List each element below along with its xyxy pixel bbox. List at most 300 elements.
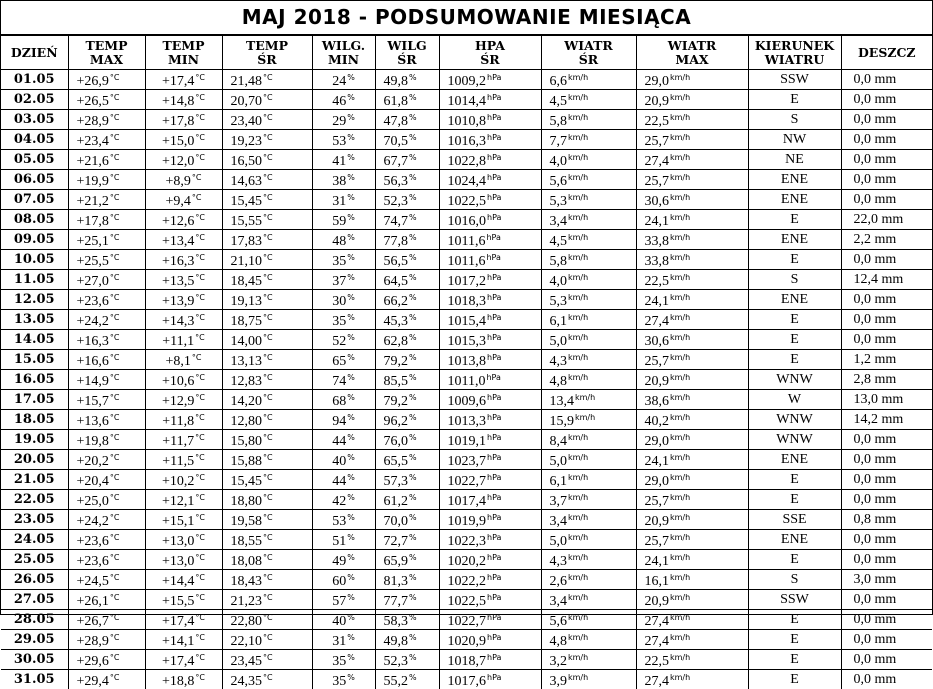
unit-label: °C xyxy=(195,393,205,402)
unit-label: km/h xyxy=(575,393,595,402)
cell-value: 1009,2 xyxy=(448,74,487,89)
unit-label: % xyxy=(347,373,355,382)
cell-value: 09.05 xyxy=(14,232,55,247)
unit-label: °C xyxy=(110,673,120,682)
table-cell xyxy=(312,390,375,410)
cell-value: 24,1 xyxy=(645,214,670,229)
cell-value: 13,0 mm xyxy=(854,392,904,407)
table-cell xyxy=(1,470,68,490)
cell-value: SSW xyxy=(780,592,809,607)
cell-value: 1022,5 xyxy=(448,194,487,209)
cell-value: +16,3 xyxy=(162,254,194,269)
unit-label: km/h xyxy=(568,513,588,522)
cell-value: 1020,9 xyxy=(448,634,487,649)
cell-value: +26,5 xyxy=(77,94,109,109)
cell-value: 33,8 xyxy=(645,234,670,249)
cell-value: 4,8 xyxy=(550,634,568,649)
table-cell xyxy=(636,450,748,470)
table-cell xyxy=(541,610,636,630)
unit-label: % xyxy=(347,293,355,302)
cell-value: 31 xyxy=(332,634,346,649)
cell-value: W xyxy=(788,392,801,407)
unit-label: hPa xyxy=(487,433,501,442)
unit-label: km/h xyxy=(568,113,588,122)
table-cell xyxy=(312,630,375,650)
unit-label: km/h xyxy=(568,133,588,142)
cell-value: 1013,3 xyxy=(448,414,487,429)
table-cell xyxy=(748,470,841,490)
cell-value: 79,2 xyxy=(384,394,409,409)
unit-label: hPa xyxy=(487,453,501,462)
table-cell xyxy=(312,270,375,290)
table-cell xyxy=(748,310,841,330)
cell-value: WNW xyxy=(776,432,813,447)
unit-label: °C xyxy=(263,353,273,362)
cell-value: 49 xyxy=(332,554,346,569)
cell-value: 10.05 xyxy=(14,252,55,267)
unit-label: km/h xyxy=(670,613,690,622)
unit-label: °C xyxy=(110,413,120,422)
unit-label: °C xyxy=(263,593,273,602)
unit-label: % xyxy=(409,353,417,362)
table-row xyxy=(1,210,932,230)
table-cell xyxy=(439,670,541,689)
table-cell xyxy=(636,610,748,630)
table-cell xyxy=(222,250,312,270)
table-row xyxy=(1,610,932,630)
cell-value: +16,3 xyxy=(77,334,109,349)
cell-value: 21.05 xyxy=(14,472,55,487)
table-cell xyxy=(1,190,68,210)
unit-label: hPa xyxy=(487,113,501,122)
unit-label: hPa xyxy=(487,473,501,482)
unit-label: % xyxy=(409,553,417,562)
column-header-line: TEMP xyxy=(146,39,222,53)
cell-value: E xyxy=(790,92,799,107)
table-cell xyxy=(841,450,932,470)
cell-value: 5,6 xyxy=(550,614,568,629)
cell-value: SSE xyxy=(782,512,806,527)
table-cell xyxy=(145,350,222,370)
table-cell xyxy=(841,290,932,310)
cell-value: 14.05 xyxy=(14,332,55,347)
cell-value: 1019,9 xyxy=(448,514,487,529)
table-cell xyxy=(375,150,439,170)
unit-label: km/h xyxy=(568,453,588,462)
table-cell xyxy=(68,250,145,270)
cell-value: +23,4 xyxy=(77,134,109,149)
table-cell xyxy=(748,210,841,230)
table-cell xyxy=(222,410,312,430)
cell-value: +24,5 xyxy=(77,574,109,589)
cell-value: 65,5 xyxy=(384,454,409,469)
cell-value: 35 xyxy=(332,314,346,329)
unit-label: °C xyxy=(195,473,205,482)
unit-label: % xyxy=(409,133,417,142)
table-cell xyxy=(145,230,222,250)
cell-value: 1015,3 xyxy=(448,334,487,349)
cell-value: 0,0 mm xyxy=(854,172,897,187)
cell-value: 0,0 mm xyxy=(854,592,897,607)
unit-label: hPa xyxy=(487,573,501,582)
cell-value: 1018,3 xyxy=(448,294,487,309)
cell-value: +12,0 xyxy=(162,154,194,169)
unit-label: °C xyxy=(195,533,205,542)
column-header-line: WILG xyxy=(376,39,439,53)
table-cell xyxy=(68,290,145,310)
table-cell xyxy=(145,210,222,230)
unit-label: km/h xyxy=(670,353,690,362)
cell-value: +9,4 xyxy=(166,194,191,209)
table-cell xyxy=(222,310,312,330)
unit-label: % xyxy=(347,213,355,222)
unit-label: % xyxy=(409,413,417,422)
cell-value: 24,1 xyxy=(645,554,670,569)
table-cell xyxy=(841,550,932,570)
table-cell xyxy=(439,490,541,510)
cell-value: SSW xyxy=(780,72,809,87)
unit-label: °C xyxy=(195,433,205,442)
cell-value: 27,4 xyxy=(645,634,670,649)
table-cell xyxy=(375,550,439,570)
table-cell xyxy=(68,570,145,590)
cell-value: 15,80 xyxy=(231,434,263,449)
table-cell xyxy=(439,230,541,250)
table-row xyxy=(1,650,932,670)
cell-value: 11.05 xyxy=(14,272,55,287)
table-cell xyxy=(222,490,312,510)
table-cell xyxy=(439,550,541,570)
unit-label: °C xyxy=(195,93,205,102)
cell-value: +12,6 xyxy=(162,214,194,229)
unit-label: °C xyxy=(195,553,205,562)
unit-label: % xyxy=(347,113,355,122)
unit-label: °C xyxy=(110,153,120,162)
unit-label: °C xyxy=(110,173,120,182)
table-row xyxy=(1,670,932,689)
table-cell xyxy=(541,170,636,190)
unit-label: km/h xyxy=(670,133,690,142)
unit-label: km/h xyxy=(568,653,588,662)
cell-value: 24 xyxy=(332,74,346,89)
table-cell xyxy=(375,70,439,90)
cell-value: 61,2 xyxy=(384,494,409,509)
table-cell xyxy=(222,390,312,410)
table-cell xyxy=(1,650,68,670)
column-header-line: TEMP xyxy=(223,39,312,53)
cell-value: 25,7 xyxy=(645,534,670,549)
unit-label: °C xyxy=(110,613,120,622)
table-cell xyxy=(1,490,68,510)
cell-value: 79,2 xyxy=(384,354,409,369)
cell-value: 2,6 xyxy=(550,574,568,589)
table-cell xyxy=(541,390,636,410)
cell-value: 0,0 mm xyxy=(854,152,897,167)
cell-value: E xyxy=(790,612,799,627)
table-cell xyxy=(439,610,541,630)
cell-value: +11,8 xyxy=(162,414,194,429)
table-cell xyxy=(1,310,68,330)
table-cell xyxy=(375,390,439,410)
cell-value: 15,55 xyxy=(231,214,263,229)
table-cell xyxy=(841,610,932,630)
cell-value: +15,0 xyxy=(162,134,194,149)
table-row xyxy=(1,250,932,270)
cell-value: 01.05 xyxy=(14,72,55,87)
cell-value: 22,0 mm xyxy=(854,212,904,227)
cell-value: 19.05 xyxy=(14,432,55,447)
table-cell xyxy=(541,190,636,210)
table-cell xyxy=(312,590,375,610)
table-cell xyxy=(145,630,222,650)
table-cell xyxy=(1,550,68,570)
table-cell xyxy=(636,630,748,650)
unit-label: km/h xyxy=(670,513,690,522)
unit-label: °C xyxy=(263,153,273,162)
cell-value: +17,4 xyxy=(162,654,194,669)
table-cell xyxy=(541,110,636,130)
table-cell xyxy=(312,70,375,90)
cell-value: 20,9 xyxy=(645,514,670,529)
column-header-line: HPA xyxy=(440,39,541,53)
table-cell xyxy=(375,430,439,450)
unit-label: °C xyxy=(110,373,120,382)
table-cell xyxy=(748,490,841,510)
table-cell xyxy=(222,430,312,450)
unit-label: °C xyxy=(195,453,205,462)
cell-value: E xyxy=(790,332,799,347)
table-cell xyxy=(439,270,541,290)
unit-label: °C xyxy=(263,373,273,382)
table-cell xyxy=(841,310,932,330)
table-cell xyxy=(841,210,932,230)
table-cell xyxy=(439,470,541,490)
cell-value: 15,88 xyxy=(231,454,263,469)
column-header-line: WIATR xyxy=(637,39,748,53)
cell-value: +21,6 xyxy=(77,154,109,169)
table-cell xyxy=(375,410,439,430)
table-cell xyxy=(222,290,312,310)
table-cell xyxy=(1,590,68,610)
unit-label: °C xyxy=(263,213,273,222)
unit-label: km/h xyxy=(568,333,588,342)
cell-value: +26,1 xyxy=(77,594,109,609)
unit-label: °C xyxy=(110,573,120,582)
cell-value: 16.05 xyxy=(14,372,55,387)
unit-label: km/h xyxy=(670,153,690,162)
table-cell xyxy=(145,610,222,630)
table-cell xyxy=(68,550,145,570)
unit-label: °C xyxy=(195,153,205,162)
cell-value: 27,4 xyxy=(645,314,670,329)
cell-value: 24,1 xyxy=(645,454,670,469)
unit-label: % xyxy=(409,273,417,282)
cell-value: 1022,2 xyxy=(448,574,487,589)
table-cell xyxy=(636,490,748,510)
cell-value: 0,0 mm xyxy=(854,92,897,107)
table-cell xyxy=(1,530,68,550)
table-cell xyxy=(222,90,312,110)
cell-value: +17,8 xyxy=(77,214,109,229)
table-row xyxy=(1,550,932,570)
table-cell xyxy=(541,490,636,510)
cell-value: ENE xyxy=(781,452,808,467)
table-cell xyxy=(636,650,748,670)
table-cell xyxy=(841,350,932,370)
unit-label: km/h xyxy=(670,413,690,422)
unit-label: % xyxy=(409,433,417,442)
cell-value: 25.05 xyxy=(14,552,55,567)
cell-value: 60 xyxy=(332,574,346,589)
table-cell xyxy=(841,510,932,530)
cell-value: 19,23 xyxy=(231,134,263,149)
unit-label: km/h xyxy=(568,593,588,602)
table-cell xyxy=(1,350,68,370)
table-cell xyxy=(1,130,68,150)
table-cell xyxy=(222,170,312,190)
unit-label: °C xyxy=(192,353,202,362)
table-cell xyxy=(312,90,375,110)
cell-value: +21,2 xyxy=(77,194,109,209)
column-header-line: WILG. xyxy=(313,39,375,53)
unit-label: hPa xyxy=(487,133,501,142)
table-row xyxy=(1,530,932,550)
cell-value: 19,58 xyxy=(231,514,263,529)
cell-value: 53 xyxy=(332,134,346,149)
table-cell xyxy=(439,590,541,610)
cell-value: 26.05 xyxy=(14,572,55,587)
cell-value: 12.05 xyxy=(14,292,55,307)
column-header xyxy=(375,36,439,70)
unit-label: °C xyxy=(110,533,120,542)
cell-value: 31.05 xyxy=(14,672,55,687)
unit-label: hPa xyxy=(486,233,500,242)
table-row xyxy=(1,370,932,390)
table-cell xyxy=(439,390,541,410)
unit-label: °C xyxy=(110,193,120,202)
table-row xyxy=(1,590,932,610)
table-cell xyxy=(68,170,145,190)
table-cell xyxy=(312,470,375,490)
unit-label: % xyxy=(347,493,355,502)
unit-label: % xyxy=(347,533,355,542)
cell-value: 5,3 xyxy=(550,194,568,209)
column-header-line: MAX xyxy=(69,53,145,67)
table-cell xyxy=(439,330,541,350)
table-cell xyxy=(748,630,841,650)
cell-value: 24,1 xyxy=(645,294,670,309)
table-cell xyxy=(439,110,541,130)
table-cell xyxy=(841,630,932,650)
cell-value: 29,0 xyxy=(645,74,670,89)
table-cell xyxy=(1,450,68,470)
cell-value: 20.05 xyxy=(14,452,55,467)
cell-value: 1017,2 xyxy=(448,274,487,289)
table-cell xyxy=(312,190,375,210)
cell-value: +23,6 xyxy=(77,294,109,309)
table-row xyxy=(1,570,932,590)
cell-value: +25,0 xyxy=(77,494,109,509)
unit-label: % xyxy=(409,333,417,342)
table-cell xyxy=(748,370,841,390)
table-cell xyxy=(841,190,932,210)
table-cell xyxy=(748,430,841,450)
table-cell xyxy=(375,310,439,330)
cell-value: 20,9 xyxy=(645,94,670,109)
unit-label: km/h xyxy=(670,113,690,122)
cell-value: 44 xyxy=(332,434,346,449)
unit-label: % xyxy=(409,113,417,122)
cell-value: 0,0 mm xyxy=(854,472,897,487)
unit-label: °C xyxy=(195,293,205,302)
unit-label: km/h xyxy=(568,153,588,162)
unit-label: km/h xyxy=(670,633,690,642)
cell-value: 15,45 xyxy=(231,194,263,209)
unit-label: km/h xyxy=(670,673,690,682)
unit-label: hPa xyxy=(487,353,501,362)
table-row xyxy=(1,390,932,410)
cell-value: 5,3 xyxy=(550,294,568,309)
cell-value: 0,0 mm xyxy=(854,312,897,327)
unit-label: % xyxy=(409,173,417,182)
unit-label: °C xyxy=(195,313,205,322)
table-cell xyxy=(375,470,439,490)
table-cell xyxy=(312,670,375,689)
table-cell xyxy=(636,410,748,430)
unit-label: km/h xyxy=(670,233,690,242)
table-cell xyxy=(748,550,841,570)
table-cell xyxy=(748,670,841,689)
cell-value: 30 xyxy=(332,294,346,309)
unit-label: km/h xyxy=(568,193,588,202)
cell-value: 21,10 xyxy=(231,254,263,269)
table-cell xyxy=(541,70,636,90)
unit-label: °C xyxy=(195,493,205,502)
cell-value: 49,8 xyxy=(384,74,409,89)
table-cell xyxy=(68,670,145,689)
unit-label: °C xyxy=(192,173,202,182)
unit-label: km/h xyxy=(670,493,690,502)
unit-label: km/h xyxy=(568,73,588,82)
table-cell xyxy=(375,190,439,210)
table-cell xyxy=(145,150,222,170)
table-cell xyxy=(541,550,636,570)
cell-value: S xyxy=(791,272,799,287)
table-cell xyxy=(636,290,748,310)
unit-label: °C xyxy=(263,473,273,482)
table-cell xyxy=(1,230,68,250)
cell-value: 1022,5 xyxy=(448,594,487,609)
cell-value: 20,9 xyxy=(645,594,670,609)
cell-value: 46 xyxy=(332,94,346,109)
unit-label: hPa xyxy=(487,613,501,622)
table-cell xyxy=(312,230,375,250)
table-cell xyxy=(145,110,222,130)
table-cell xyxy=(439,90,541,110)
unit-label: km/h xyxy=(568,233,588,242)
table-cell xyxy=(68,590,145,610)
unit-label: km/h xyxy=(670,73,690,82)
cell-value: 52,3 xyxy=(384,194,409,209)
unit-label: °C xyxy=(110,653,120,662)
table-cell xyxy=(222,130,312,150)
cell-value: WNW xyxy=(776,412,813,427)
table-cell xyxy=(636,670,748,689)
cell-value: 76,0 xyxy=(384,434,409,449)
table-cell xyxy=(222,370,312,390)
table-cell xyxy=(375,230,439,250)
cell-value: 0,0 mm xyxy=(854,652,897,667)
